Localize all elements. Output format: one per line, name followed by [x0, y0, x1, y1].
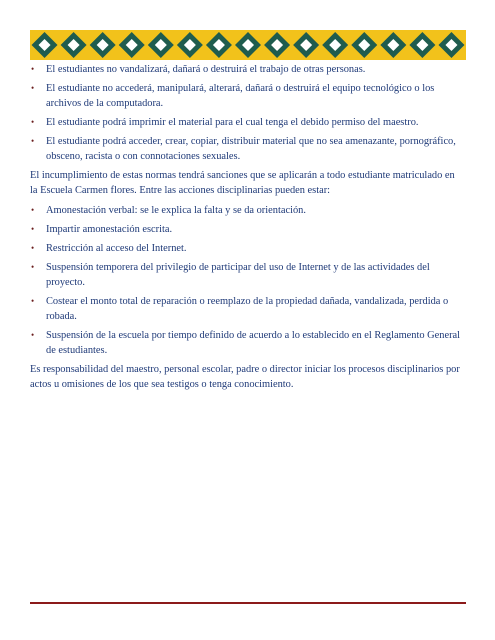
list-item [30, 294, 462, 324]
list-item-text: El estudiante podrá imprimir el material para el cual tenga el debido permiso del maestro. [46, 117, 419, 128]
list-item-text: El estudiante podrá acceder, crear, copiar, distribuir material que no sea amenazante, pornográfico, obsceno, racista o con connotaciones sexuales. [46, 136, 456, 162]
list-item-text: Costear el monto total de reparación o reemplazo de la propiedad dañada, vandalizada, perdida o robada. [46, 296, 449, 322]
disciplinary-actions-list [30, 203, 462, 358]
bullet-icon: • [31, 262, 35, 272]
list-item [30, 328, 462, 358]
list-item-text: El estudiantes no vandalizará, dañará o destruirá el trabajo de otras personas. [46, 64, 366, 75]
list-item-text: Restricción al acceso del Internet. [46, 243, 187, 254]
list-item [30, 241, 462, 256]
bullet-icon: • [31, 330, 35, 340]
bullet-icon: • [31, 117, 35, 127]
bullet-icon: • [31, 83, 35, 93]
bullet-icon: • [31, 64, 35, 74]
list-item-text: Amonestación verbal: se le explica la falta y se da orientación. [46, 205, 306, 216]
list-item [30, 134, 462, 164]
bullet-icon: • [31, 205, 35, 215]
sanctions-paragraph: El incumplimiento de estas normas tendrá sanciones que se aplicarán a todo estudiante matriculado en la Escuela Carmen flores. Entre las acciones disciplinarias pueden estar: [30, 170, 455, 196]
list-item-text: Impartir amonestación escrita. [46, 224, 173, 235]
diamond-pattern-icon [30, 30, 466, 60]
bullet-icon: • [31, 296, 35, 306]
list-item [30, 62, 462, 77]
list-item [30, 260, 462, 290]
list-item [30, 203, 462, 218]
bullet-icon: • [31, 224, 35, 234]
footer-divider [30, 602, 466, 604]
bullet-icon: • [31, 136, 35, 146]
list-item [30, 115, 462, 130]
bullet-icon: • [31, 243, 35, 253]
list-item-text: Suspensión de la escuela por tiempo definido de acuerdo a lo establecido en el Reglamento General de estudiantes. [46, 330, 461, 356]
responsibility-paragraph: Es responsabilidad del maestro, personal escolar, padre o director iniciar los procesos disciplinarios por actos u omisiones de los que sea testigos o tenga conocimiento. [30, 364, 460, 390]
rules-list [30, 62, 462, 164]
list-item [30, 81, 462, 111]
document-body [30, 62, 462, 397]
list-item-text: Suspensión temporera del privilegio de participar del uso de Internet y de las actividades del proyecto. [46, 262, 430, 288]
decorative-banner [30, 30, 466, 60]
list-item [30, 222, 462, 237]
list-item-text: El estudiante no accederá, manipulará, alterará, dañará o destruirá el equipo tecnológico o los archivos de la computadora. [46, 83, 435, 109]
